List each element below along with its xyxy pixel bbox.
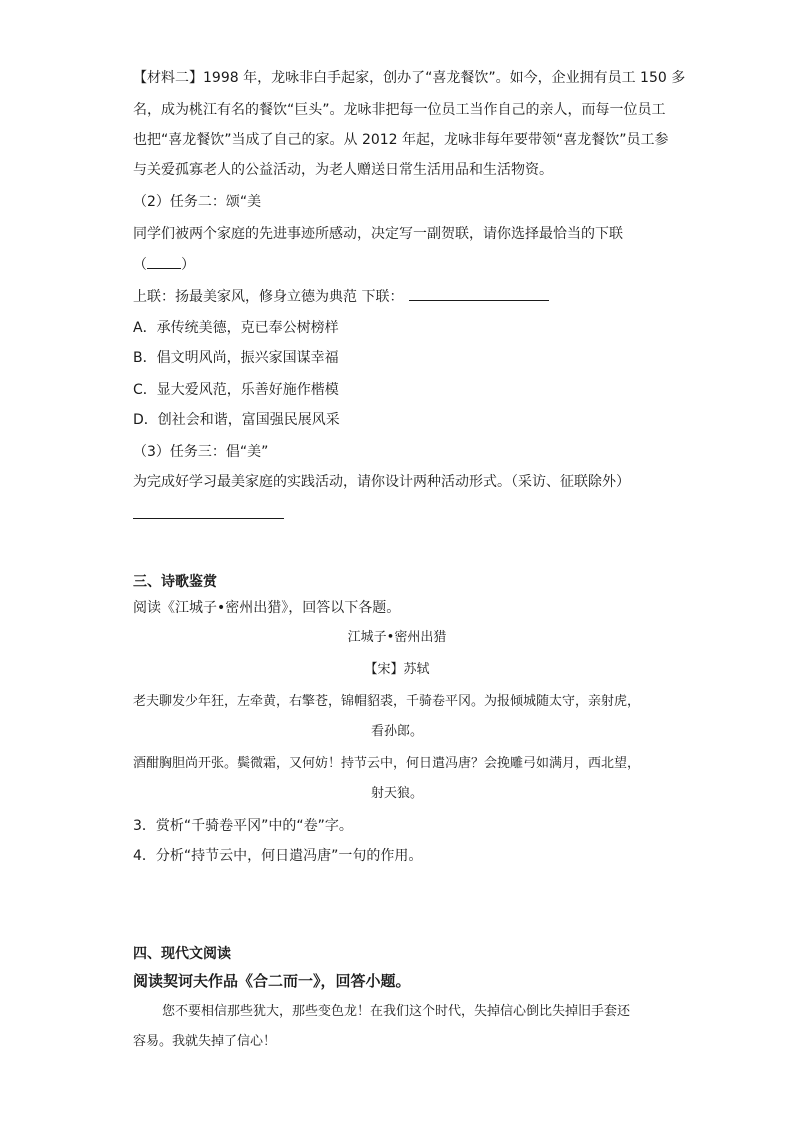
material2-line-3: 也把“喜龙餐饮”当成了自己的家。从 2012 年起，龙咏非每年要带领“喜龙餐饮”员工参 [133,132,669,148]
task2-prompt: 同学们被两个家庭的先进事迹所感动，决定写一副贺联，请你选择最恰当的下联 [133,226,623,242]
option-c: C．显大爱风范，乐善好施作楷模 [133,382,339,398]
section3-heading: 三、诗歌鉴赏 [133,574,217,590]
paren-open: （ [133,257,147,273]
poem-line-2: 看孙郎。 [370,724,423,739]
material2-line-2: 名，成为桃江有名的餐饮“巨头”。龙咏非把每一位员工当作自己的亲人，而每一位员工 [133,102,666,118]
option-a: A．承传统美德，克已奉公树榜样 [133,320,339,336]
task3-title: （3）任务三：倡“美” [133,444,269,460]
section3-instruction: 阅读《江城子•密州出猎》，回答以下各题。 [133,600,401,616]
prose-line-2: 容易。我就失掉了信心！ [133,1034,277,1049]
section4-heading: 四、现代文阅读 [133,946,231,962]
paren-close: ） [181,257,195,273]
task2-answer-blank [133,254,195,275]
poem-line-3: 酒酣胸胆尚开张。鬓微霜，又何妨！持节云中，何日遣冯唐？会挽雕弓如满月，西北望， [133,756,641,771]
material2-line-4: 与关爱孤寡老人的公益活动，为老人赠送日常生活用品和生活物资。 [133,162,553,178]
material2-line-1: 【材料二】1998 年，龙咏非白手起家，创办了“喜龙餐饮”。如今，企业拥有员工 150 多 [133,70,686,86]
section4-instruction: 阅读契诃夫作品《合二而一》，回答小题。 [133,972,411,990]
task3-prompt: 为完成好学习最美家庭的实践活动，请你设计两种活动形式。（采访、征联除外） [133,474,630,490]
answer-blank[interactable] [147,254,181,269]
task3-answer-line[interactable] [133,518,284,519]
couplet-answer-line[interactable] [409,286,549,301]
prose-line-1: 您不要相信那些犹大，那些变色龙！在我们这个时代，失掉信心倒比失掉旧手套还 [162,1004,631,1019]
couplet-text: 上联：扬最美家风，修身立德为典范 下联： [133,289,404,305]
task2-title: （2）任务二：颂“美 [133,194,262,210]
question-3: 3．赏析“千骑卷平冈”中的“卷”字。 [133,818,353,834]
poem-title: 江城子•密州出猎 [347,630,447,645]
task2-couplet [133,286,549,307]
option-d: D．创社会和谐，富国强民展风采 [133,412,340,428]
option-b: B．倡文明风尚，振兴家国谋幸福 [133,350,339,366]
poem-line-4: 射天狼。 [370,786,423,801]
poem-author: 【宋】苏轼 [364,662,430,677]
poem-line-1: 老夫聊发少年狂，左牵黄，右擎苍，锦帽貂裘，千骑卷平冈。为报倾城随太守，亲射虎， [133,694,641,709]
question-4: 4．分析“持节云中，何日遣冯唐”一句的作用。 [133,848,423,864]
